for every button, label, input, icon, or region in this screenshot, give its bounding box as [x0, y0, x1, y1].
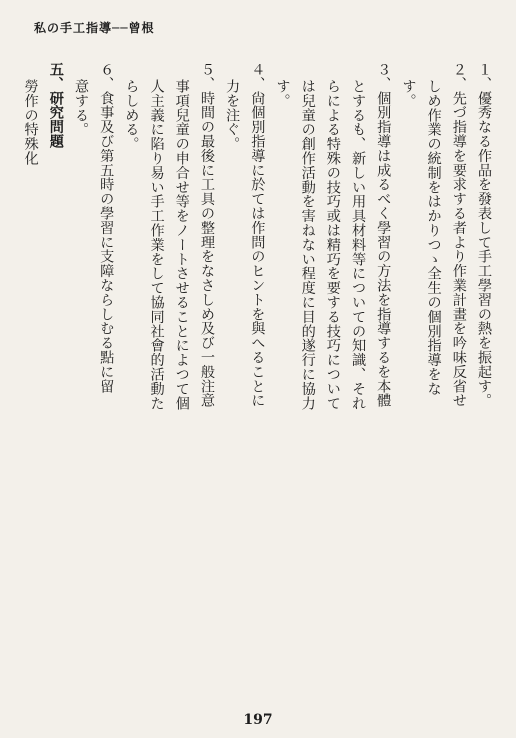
text-line: 力を注ぐ。: [224, 79, 241, 151]
text-line: す。: [274, 79, 291, 108]
vertical-text-body: [0, 62, 492, 698]
text-line: 勞作の特殊化: [22, 79, 39, 166]
text-line: しめ作業の統制をはかりつゝ全生の個別指導をな: [425, 79, 442, 396]
text-line: 意する。: [73, 79, 89, 137]
running-title: 私の手工指導──曾根: [34, 21, 155, 35]
text-line: とするも、新しい用具材料等についての知識、それ: [350, 79, 367, 411]
page-number: 197: [243, 712, 273, 728]
text-line: ５、時間の最後に工具の整理をなさしめ及び一般注意: [198, 62, 215, 408]
text-line: ２、先づ指導を要求する者より作業計畫を吟味反省せ: [450, 62, 467, 408]
text-line: らによる特殊の技巧或は精巧を要する技巧について: [324, 79, 341, 411]
text-line: １、優秀なる作品を發表して手工學習の熱を振起す。: [476, 62, 492, 408]
text-line: らしめる。: [123, 79, 140, 151]
text-line: ６、食事及び第五時の學習に支障ならしむる點に留: [98, 62, 115, 394]
text-line: す。: [400, 79, 417, 108]
text-line: [0, 62, 13, 698]
text-line: は兒童の創作活動を害ねない程度に目的遂行に協力: [299, 79, 316, 411]
section-heading-line: 五、研究問題: [47, 62, 64, 149]
text-line: ４、尙個別指導に於ては作問のヒントを與へることに: [249, 62, 266, 408]
text-line: 人主義に陷り易い手工作業をして協同社會的活動た: [148, 79, 165, 411]
text-line: ３、個別指導は成るべく學習の方法を指導するを本體: [375, 62, 392, 408]
text-line: 事項兒童の申合せ等をノートさせることによつて個: [173, 79, 190, 411]
